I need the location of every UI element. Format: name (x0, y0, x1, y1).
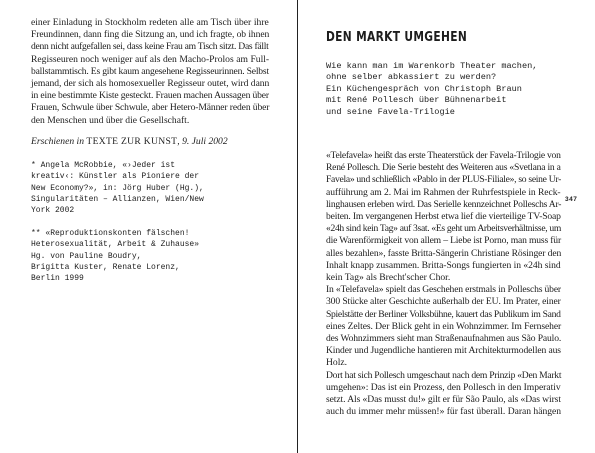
lead-line: mit René Pollesch über Bühnenarbeit (326, 95, 507, 106)
text-line: aufführung am 2. Mai im Rahmen der Ruhrfestspiele in Reck- (326, 186, 561, 198)
lead-line: Ein Küchengespräch von Christoph Braun (326, 83, 522, 94)
right-body-text (326, 150, 561, 418)
text-line: des Wohnzimmers sieht man Straßenaufnahmen aus São Paulo. (326, 333, 562, 345)
source-date: , 9. Juli 2002 (177, 136, 228, 147)
footnote-line: kreativ‹: Künstler als Pioniere der (31, 172, 200, 182)
lead-line: Wie kann man im Warenkorb Theater machen, (326, 61, 538, 71)
footnote-line: Berlin 1999 (31, 274, 84, 284)
article-lead (326, 61, 566, 118)
text-line: «24h sind kein Tag» auf 3sat. «Es geht um Arbeitsverhältnisse, um (326, 223, 562, 235)
text-line: beiten. Im vergangenen Herbst etwa lief die vierteilige TV-Soap (326, 211, 561, 223)
text-line: Favela» und schließlich «Pablo in der PLUS-Filiale», so seine Ur- (326, 174, 562, 186)
footnote-line: Heterosexualität, Arbeit & Zuhause» (31, 240, 200, 250)
text-line: Freundinnen, dann fing die Sitzung an, und ich fragte, ob ihnen (31, 29, 270, 41)
footnote-line: ** «Reproduktionskonten fälschen! (31, 229, 190, 238)
text-line: Frauen, Schwule über Schwule, aber Hetero-Männer reden über (31, 102, 270, 114)
footnote-line: * Angela McRobbie, «›Jeder ist (31, 161, 176, 170)
lead-line: ohne selber abkassiert zu werden? (326, 72, 497, 83)
text-line: linghausen erleben wird. Das Serielle kennzeichnet Polleschs Ar- (326, 198, 562, 210)
text-line: die Warenförmigkeit von allem – Liebe ist Porno, man muss für (326, 235, 561, 247)
text-line: jemand, der sich als homosexueller Regisseur outet, wird dann (31, 78, 270, 90)
text-line: 300 Stücke alter Geschichte außerhalb der EU. Im Prater, einer (326, 296, 561, 308)
lead-line: und seine Favela-Trilogie (326, 106, 455, 117)
text-line: alles bezahlen», fasste Britta-Sängerin Christiane Rösinger den (326, 247, 562, 259)
footnote-line: York 2002 (31, 206, 75, 216)
text-line: einer Einladung in Stockholm redeten alle am Tisch über ihre (31, 17, 269, 28)
text-line: Holz. (326, 357, 348, 369)
page-number: 347 (565, 196, 578, 203)
text-line: denn nicht aufgefallen sei, dass keine Frau am Tisch sitzt. Das fällt (31, 41, 269, 53)
text-line: Inhalt knapp zusammen. Britta-Songs fungierten in «24h sind (326, 259, 561, 271)
footnote-line: Brigitta Kuster, Renate Lorenz, (31, 262, 180, 272)
source-journal: TEXTE ZUR KUNST (86, 136, 178, 147)
footnote-line: Hg. von Pauline Boudry, (31, 251, 142, 261)
text-line: René Pollesch. Die Serie besteht des Weiteren aus «Svetlana in a (326, 162, 561, 174)
text-line: Kinder und Jugendliche hantieren mit Architekturmodellen aus (326, 345, 561, 357)
text-line: eines Zeltes. Der Blick geht in ein Wohnzimmer. Im Fernseher (326, 320, 562, 332)
article-title: DEN MARKT UMGEHEN (326, 30, 468, 45)
text-line: auch du immer mehr müssen!» für fast überall. Daran hängen (326, 406, 562, 418)
text-line: In «Telefavela» spielt das Geschehen erstmals in Polleschs über (326, 284, 561, 296)
footnote-line: New Economy?», in: Jörg Huber (Hg.), (31, 183, 204, 193)
text-line: «Telefavela» heißt das erste Theaterstück der Favela-Trilogie von (326, 150, 561, 161)
source-prefix: Erschienen in (31, 136, 87, 147)
text-line: ballstammtisch. Es gibt kaum angesehene Regisseurinnen. Selbst (31, 65, 269, 77)
text-line: den Menschen und über die Gesellschaft. (31, 114, 190, 126)
text-line: in eine bestimmte Kiste gesteckt. Frauen machen Aussagen über (31, 90, 269, 102)
text-line: Dort hat sich Pollesch umgeschaut nach dem Prinzip «Den Markt (326, 369, 562, 381)
text-line: umgehen»: Das ist ein Prozess, den Pollesch in den Imperativ (326, 381, 561, 393)
text-line: Spielstätte der Berliner Volksbühne, kauert das Publikum im Sand (326, 308, 561, 320)
text-line: setzt. Als «Das musst du!» gilt er für São Paulo, als «Das wirst (326, 394, 561, 406)
footnote-line: Singularitäten – Allianzen, Wien/New (31, 194, 204, 204)
text-line: kein Tag» als Brecht'scher Chor. (326, 272, 451, 284)
text-line: Regisseuren noch weniger auf als den Macho-Prolos am Full- (31, 53, 270, 65)
